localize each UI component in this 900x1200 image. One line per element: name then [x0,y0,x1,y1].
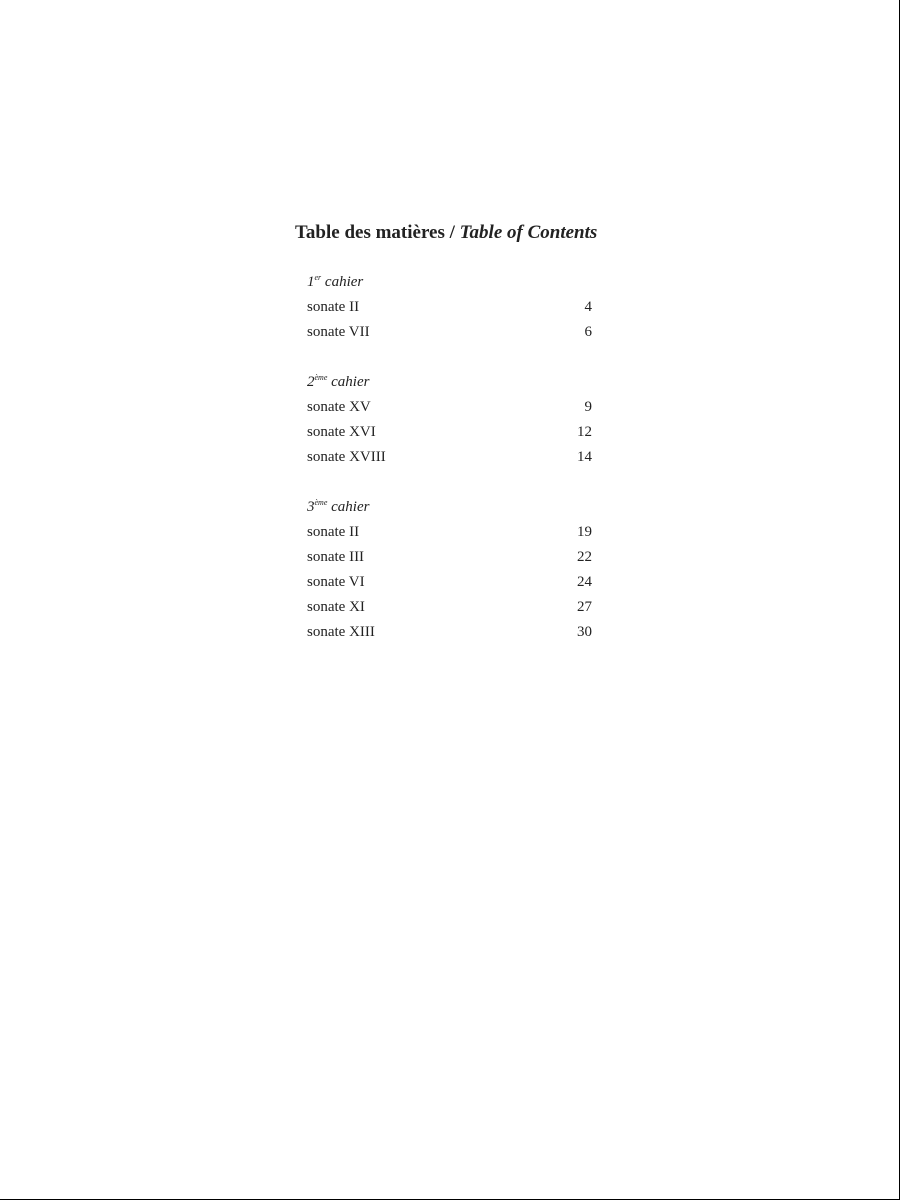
toc-entry [307,295,592,320]
entry-page-number: 27 [577,599,592,615]
entry-title: sonate XI [307,599,365,615]
section-label: cahier [321,274,364,290]
section-heading [307,370,592,395]
section-number: 3 [307,499,315,515]
entry-page-number: 6 [584,324,592,340]
section-number: 1 [307,274,315,290]
entry-page-number: 12 [577,424,592,440]
section-label: cahier [327,499,370,515]
section-ordinal-suffix: ème [314,373,328,382]
toc-entry [307,320,592,345]
entry-title: sonate II [307,524,360,540]
entry-page-number: 14 [577,449,592,465]
entry-title: sonate VII [307,324,370,340]
section-ordinal-suffix: ème [314,498,328,507]
toc-title-english: Table of Contents [459,222,598,243]
toc-entry [307,395,592,420]
toc-entry [307,420,592,445]
entry-title: sonate III [307,549,365,565]
entry-title: sonate XVIII [307,449,386,465]
entry-title: sonate XIII [307,624,375,640]
section-heading [307,270,592,295]
toc-section-1 [307,270,592,345]
entry-page-number: 4 [584,299,592,315]
section-heading [307,495,592,520]
entry-page-number: 30 [577,624,592,640]
entry-page-number: 22 [577,549,592,565]
entry-title: sonate XVI [307,424,376,440]
entry-title: sonate II [307,299,360,315]
toc-entry [307,445,592,470]
toc-entry [307,595,592,620]
section-number: 2 [307,374,315,390]
section-ordinal-suffix: er [314,273,322,282]
section-label: cahier [327,374,370,390]
entry-page-number: 9 [584,399,592,415]
toc-title [295,222,597,244]
toc-section-2 [307,370,592,470]
entry-title: sonate VI [307,574,365,590]
toc-entry [307,545,592,570]
entry-page-number: 24 [577,574,592,590]
toc-entry [307,520,592,545]
toc-sections [307,270,592,670]
toc-entry [307,570,592,595]
entry-title: sonate XV [307,399,371,415]
toc-section-3 [307,495,592,645]
entry-page-number: 19 [577,524,592,540]
toc-entry [307,620,592,645]
toc-title-french: Table des matières / [295,222,460,243]
